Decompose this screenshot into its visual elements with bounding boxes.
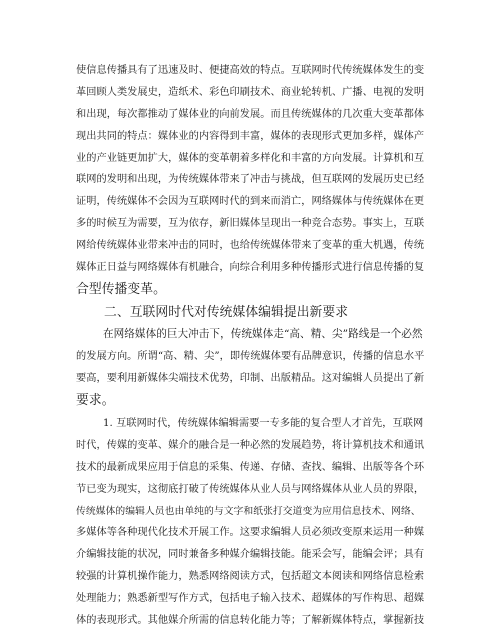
text-line: 要求。 [76,392,115,408]
text-line: 处理能力；熟悉新型写作方式，包括电子输入技术、超媒体的写作构思、超媒 [76,593,425,605]
text-line: 现出共同的特点：媒体业的内容得到丰富，媒体的表现形式更加多样，媒体产 [76,130,425,142]
text-line: 多的时候互为需要，互为依存，新旧媒体呈现出一种竞合态势。事实上，互联 [76,218,425,230]
text-line: 和出现，每次都推动了媒体业的向前发展。而且传统媒体的几次重大变革都体 [76,108,425,120]
text-line: 体的表现形式。其他媒介所需的信息转化能力等；了解新媒体特点，掌握新技 [76,615,425,627]
text-line: 较强的计算机操作能力，熟悉网络阅读方式，包括超文本阅读和网络信息检索 [76,571,425,583]
text-line: 节已变为现实，这彻底打破了传统媒体从业人员与网络媒体从业人员的界限， [76,483,425,495]
paragraph-composite-talent [76,413,426,632]
paragraph-new-requirements [76,324,426,412]
text-line: 在网络媒体的巨大冲击下，传统媒体走“高、精、尖”路线是一个必然 [103,328,423,340]
text-line: 联网的发明和出现，为传统媒体带来了冲击与挑战，但互联网的发展历史已经 [76,174,425,186]
text-line: 的发展方向。所谓“高、精、尖”，即传统媒体要有品牌意识，传播的信息水平 [76,350,425,362]
text-line: 传统媒体的编辑人员也由单纯的与文字和纸张打交道变为应用信息技术、网络、 [76,505,421,517]
section-heading-text: 二、互联网时代对传统媒体编辑提出新要求 [104,305,349,320]
text-line: 时代，传媒的变革、媒介的融合是一种必然的发展趋势，将计算机技术和通讯 [76,439,425,451]
text-line: 媒体正日益与网络媒体有机融合，向综合利用多种传播形式进行信息传播的复 [76,262,425,274]
section-heading [104,302,426,324]
text-line: 使信息传播具有了迅速及时、便捷高效的特点。互联网时代传统媒体发生的变 [76,65,425,76]
text-line: 业的产业链更加扩大，媒体的变革朝着多样化和丰富的方向发展。计算机和互 [76,152,425,164]
text-line: 合型传播变革。 [76,281,166,297]
paragraph-media-evolution [76,60,426,301]
text-line: 介编辑技能的状况，同时兼备多种媒介编辑技能。能采会写，能编会评；具有 [76,549,425,561]
text-line: 多媒体等各种现代化技术开展工作。这要求编辑人员必须改变原来运用一种媒 [76,527,425,539]
text-line: 1. 互联网时代，传统媒体编辑需要一专多能的复合型人才首先，互联网 [103,418,424,429]
text-line: 网给传统媒体业带来冲击的同时，也给传统媒体带来了变革的重大机遇，传统 [76,240,425,252]
text-line: 技术的最新成果应用于信息的采集、传递、存储、查找、编辑、出版等各个环 [76,461,425,473]
text-line: 要高，要利用新媒体尖端技术优势，印制、出版精品。这对编辑人员提出了新 [76,372,425,384]
text-line: 革回顾人类发展史，造纸术、彩色印刷技术、商业轮转机、广播、电视的发明 [76,86,425,98]
text-line: 证明，传统媒体不会因为互联网时代的到来而消亡，网络媒体与传统媒体在更 [76,196,425,208]
